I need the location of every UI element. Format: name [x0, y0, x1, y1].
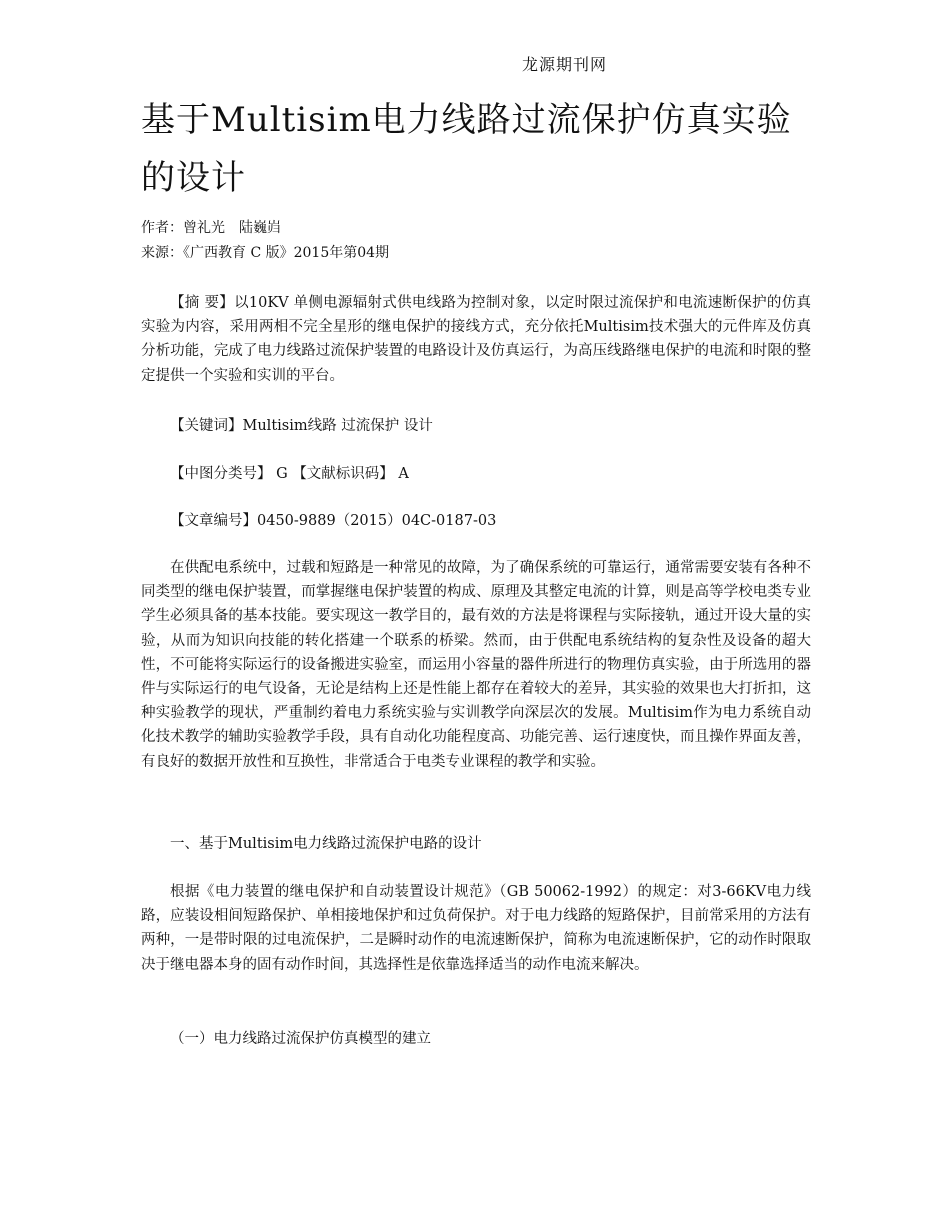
section-heading: 一、基于Multisim电力线路过流保护电路的设计 — [170, 836, 482, 852]
keywords-line: 【关键词】Multisim线路 过流保护 设计 — [170, 418, 433, 434]
classification-line: 【中图分类号】 G 【文献标识码】 A — [170, 466, 409, 482]
article-number-line: 【文章编号】0450-9889（2015）04C-0187-03 — [170, 513, 497, 529]
intro-paragraph: 在供配电系统中，过载和短路是一种常见的故障，为了确保系统的可靠运行，通常需要安装有各种不同类型的继电保护装置，而掌握继电保护装置的构成、原理及其整定电流的计算，则是高等学校电类专业学生必须具备的基本技能。要实现这一教学目的，最有效的方法是将课程与实际接轨，通过开设大量的实验，从而为知识向技能的转化搭建一个联系的桥梁。然而，由于供配电系统结构的复杂性及设备的超大性，不可能将实际运行的设备搬进实验室，而运用小容量的器件所进行的物理仿真实验，由于所选用的器件与实际运行的电气设备，无论是结构上还是性能上都存在着较大的差异，其实验的效果也大打折扣，这种实验教学的现状，严重制约着电力系统实验与实训教学向深层次的发展。Multisim作为电力系统自动化技术教学的辅助实验教学手段，具有自动化功能程度高、功能完善、运行速度快，而且操作界面友善，有良好的数据开放性和互换性，非常适合于电类专业课程的教学和实验。 — [141, 560, 811, 770]
subsection-heading: （一）电力线路过流保护仿真模型的建立 — [170, 1031, 431, 1047]
author-line: 作者：曾礼光 陆巍岿 — [141, 220, 281, 236]
abstract-paragraph: 【摘 要】以10KV 单侧电源辐射式供电线路为控制对象，以定时限过流保护和电流速断保护的仿真实验为内容，采用两相不完全星形的继电保护的接线方式，充分依托Multisim技术强大的元件库及仿真分析功能，完成了电力线路过流保护装置的电路设计及仿真运行，为高压线路继电保护的电流和时限的整定提供一个实验和实训的平台。 — [141, 295, 811, 384]
source-line: 来源：《广西教育 C 版》2015年第04期 — [141, 245, 390, 261]
section-paragraph: 根据《电力装置的继电保护和自动装置设计规范》（GB 50062-1992）的规定：对3-66KV电力线路，应装设相间短路保护、单相接地保护和过负荷保护。对于电力线路的短路保护，目前常采用的方法有两种，一是带时限的过电流保护，二是瞬时动作的电流速断保护，简称为电流速断保护，它的动作时限取决于继电器本身的固有动作时间，其选择性是依靠选择适当的动作电流来解决。 — [141, 884, 811, 973]
site-name: 龙源期刊网 — [522, 55, 608, 74]
article-title: 基于Multisim电力线路过流保护仿真实验的设计 — [141, 100, 792, 198]
